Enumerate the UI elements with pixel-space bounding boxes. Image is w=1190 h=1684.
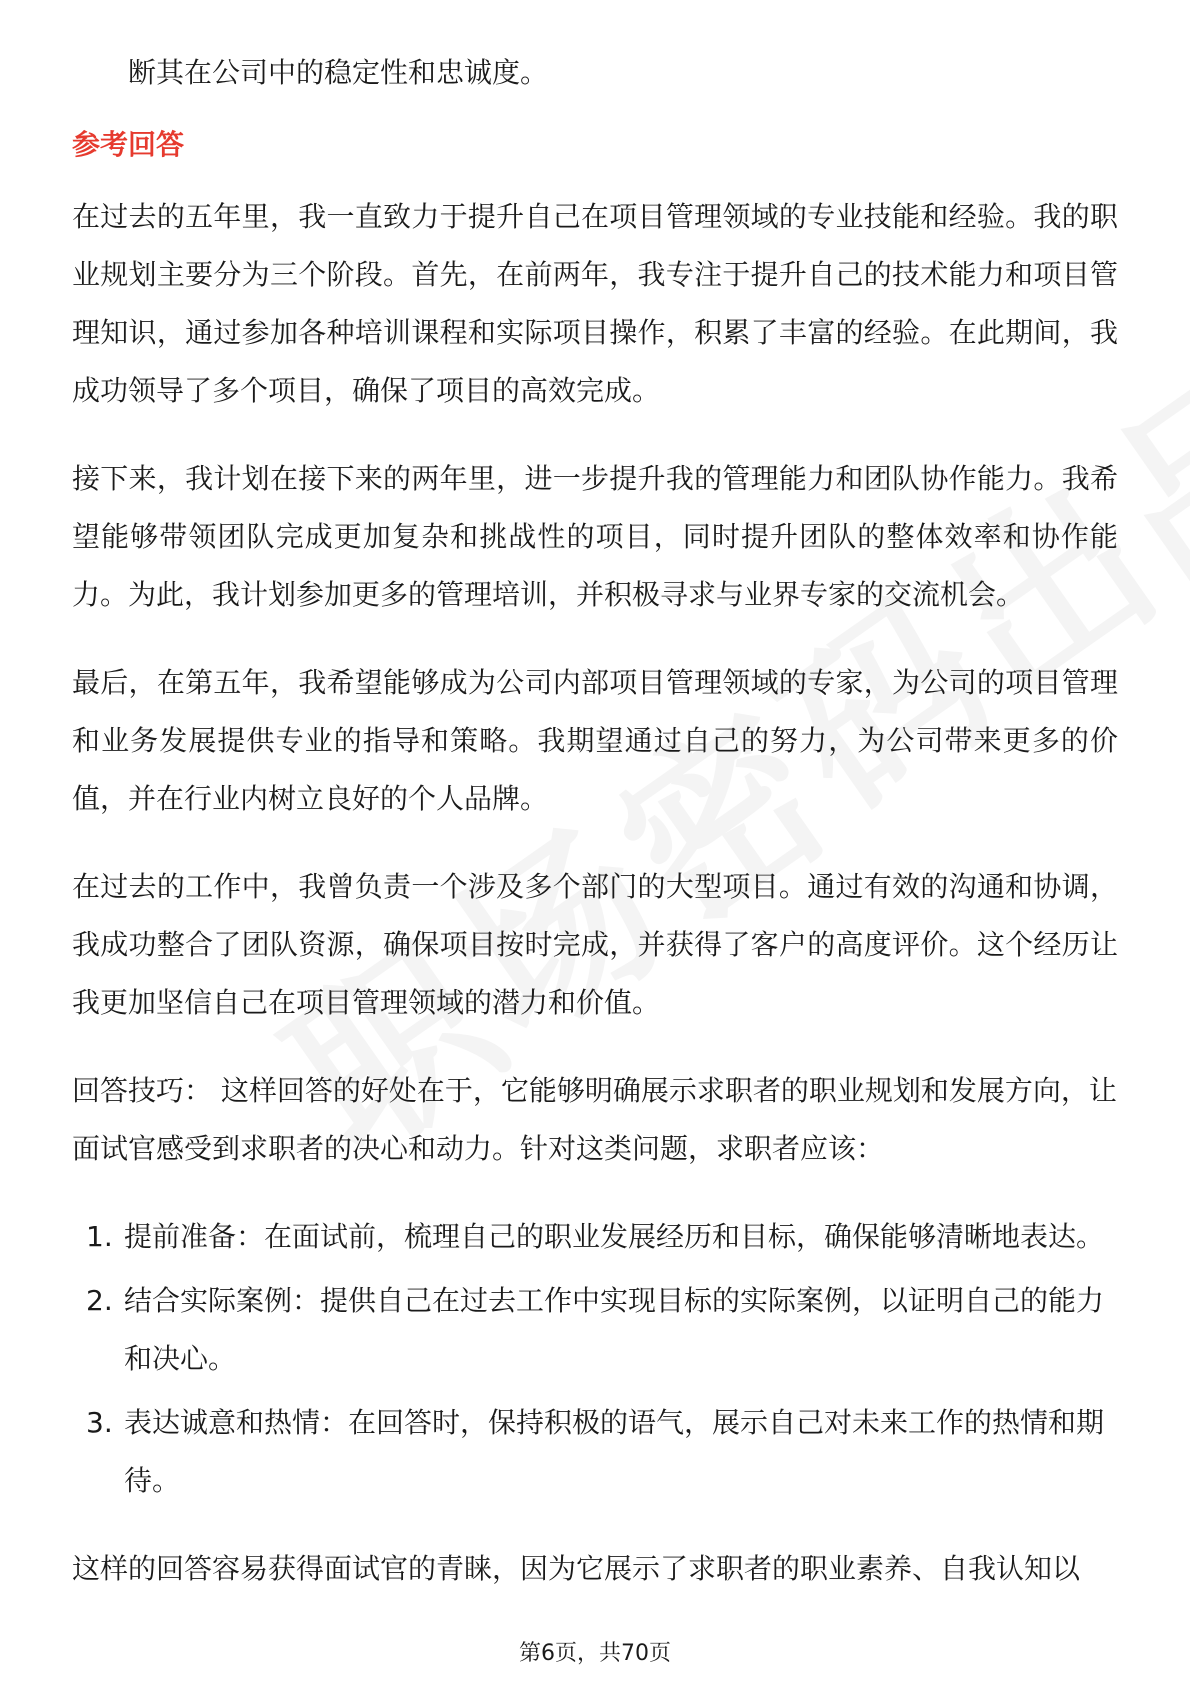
answer-paragraph-3: 最后，在第五年，我希望能够成为公司内部项目管理领域的专家，为公司的项目管理和业务发展提供专业的指导和策略。我期望通过自己的努力，为公司带来更多的价值，并在行业内树立良好的个人品牌。 bbox=[72, 666, 1118, 815]
tips-item-text: 提前准备：在面试前，梳理自己的职业发展经历和目标，确保能够清晰地表达。 bbox=[124, 1220, 1105, 1253]
answer-paragraph-1: 在过去的五年里，我一直致力于提升自己在项目管理领域的专业技能和经验。我的职业规划主要分为三个阶段。首先，在前两年，我专注于提升自己的技术能力和项目管理知识，通过参加各种培训课程和实际项目操作，积累了丰富的经验。在此期间，我成功领导了多个项目，确保了项目的高效完成。 bbox=[72, 200, 1118, 407]
tips-item-text: 结合实际案例：提供自己在过去工作中实现目标的实际案例，以证明自己的能力和决心。 bbox=[124, 1284, 1105, 1375]
continuation-line: 断其在公司中的稳定性和忠诚度。 bbox=[128, 56, 549, 89]
page-content bbox=[72, 44, 1118, 1628]
tips-item-number: 3. bbox=[86, 1406, 113, 1439]
section-heading: 参考回答 bbox=[72, 128, 185, 161]
answer-paragraph-2: 接下来，我计划在接下来的两年里，进一步提升我的管理能力和团队协作能力。我希望能够带领团队完成更加复杂和挑战性的项目，同时提升团队的整体效率和协作能力。为此，我计划参加更多的管理培训，并积极寻求与业界专家的交流机会。 bbox=[72, 462, 1118, 611]
answer-paragraph-4: 在过去的工作中，我曾负责一个涉及多个部门的大型项目。通过有效的沟通和协调，我成功整合了团队资源，确保项目按时完成，并获得了客户的高度评价。这个经历让我更加坚信自己在项目管理领域的潜力和价值。 bbox=[72, 870, 1118, 1019]
page-number: 第6页，共70页 bbox=[519, 1641, 671, 1666]
closing-paragraph: 这样的回答容易获得面试官的青睐，因为它展示了求职者的职业素养、自我认知以 bbox=[72, 1552, 1081, 1585]
tips-item-number: 2. bbox=[86, 1284, 113, 1317]
tips-list bbox=[72, 1208, 1118, 1510]
tips-item-number: 1. bbox=[86, 1220, 113, 1253]
tips-item-text: 表达诚意和热情：在回答时，保持积极的语气，展示自己对未来工作的热情和期待。 bbox=[124, 1406, 1105, 1497]
tips-intro: 回答技巧： 这样回答的好处在于，它能够明确展示求职者的职业规划和发展方向，让面试官感受到求职者的决心和动力。针对这类问题，求职者应该： bbox=[72, 1074, 1117, 1165]
tips-item-3 bbox=[72, 1394, 1118, 1510]
tips-item-1 bbox=[72, 1208, 1118, 1266]
tips-item-2 bbox=[72, 1272, 1118, 1388]
